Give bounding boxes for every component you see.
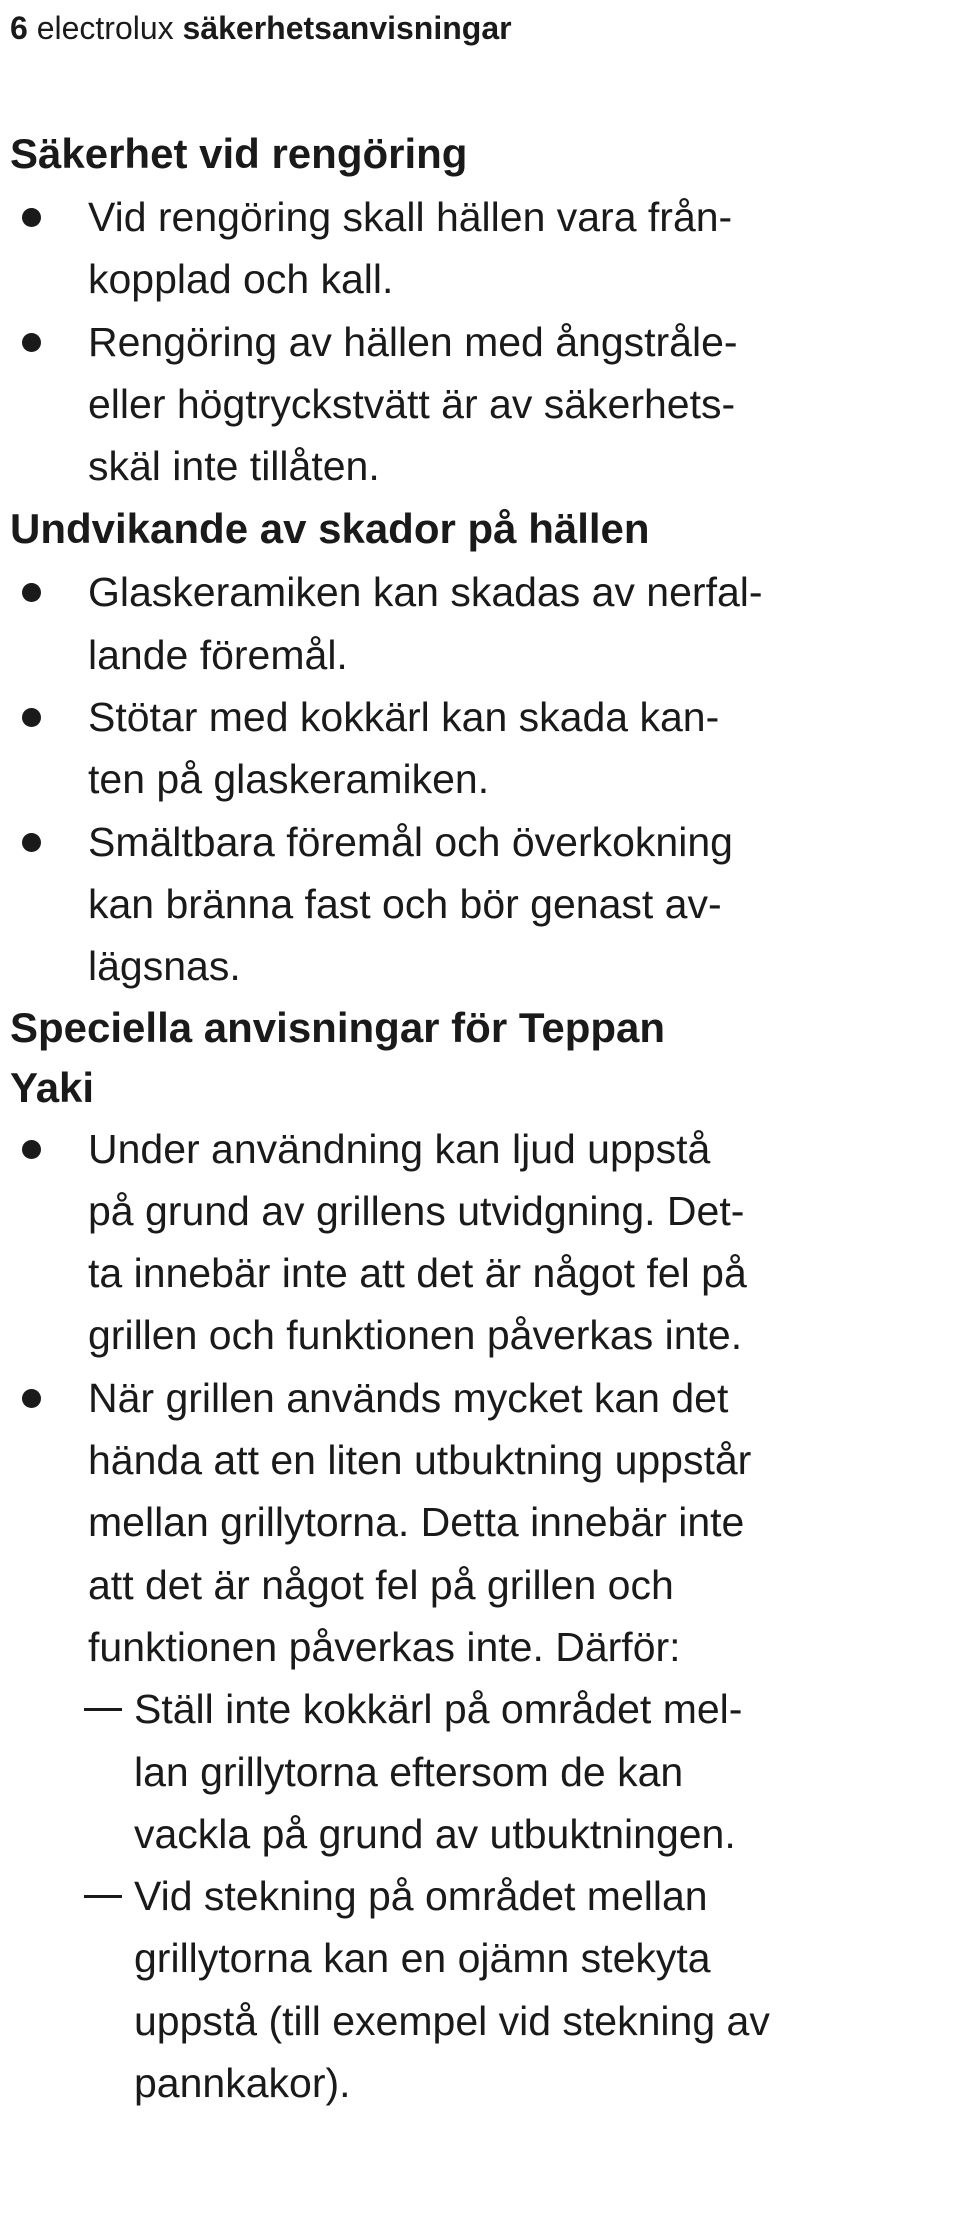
heading-teppan-yaki: Speciella anvisningar för Teppan Yaki (10, 1003, 666, 1111)
page-header (10, 2, 512, 54)
bullet-item (10, 811, 940, 998)
bullet-dot (22, 833, 41, 852)
dash-item (88, 1865, 940, 2114)
bullet-item (10, 311, 940, 498)
bullet-text: Stötar med kokkärl kan skada kan- ten på glaskeramiken. (88, 694, 720, 803)
bullet-item (10, 561, 940, 686)
bullet-dot (22, 583, 41, 602)
dash-list (88, 1678, 940, 2114)
page-content (10, 122, 940, 2114)
bullet-dot (22, 208, 41, 227)
heading-damage-prevention: Undvikande av skador på hällen (10, 505, 650, 553)
bullet-dot (22, 1140, 41, 1159)
section-title: säkerhetsanvisningar (182, 10, 512, 46)
bullet-item (10, 686, 940, 811)
bullet-text: Rengöring av hällen med ångstråle- eller högtryckstvätt är av säkerhets- skäl inte tillåten. (88, 318, 738, 490)
bullet-dot (22, 708, 41, 727)
brand-name: electrolux (36, 10, 174, 46)
dash-text: Vid stekning på området mellan grillytorna kan en ojämn stekyta uppstå (till exempel vid stekning av pannkakor). (134, 1873, 770, 2107)
page-number: 6 (10, 10, 28, 46)
bullet-text: När grillen används mycket kan det hända att en liten utbuktning uppstår mellan grillytorna. Detta innebär inte att det är något fel på grillen och funktionen påverkas inte. Därför: (88, 1374, 752, 1670)
bullet-text: Vid rengöring skall hällen vara från- kopplad och kall. (88, 194, 733, 303)
bullet-item (10, 186, 940, 311)
bullet-list-teppan (10, 1118, 940, 2115)
dash-mark (84, 1708, 122, 1711)
bullet-list-damage (10, 561, 940, 997)
heading-cleaning-safety: Säkerhet vid rengöring (10, 130, 468, 177)
dash-item (88, 1678, 940, 1865)
bullet-item (10, 1367, 940, 2115)
bullet-list-cleaning (10, 186, 940, 497)
bullet-dot (22, 333, 41, 352)
bullet-item (10, 1118, 940, 1367)
bullet-dot (22, 1389, 41, 1408)
bullet-text: Glaskeramiken kan skadas av nerfal- lande föremål. (88, 569, 763, 678)
bullet-text: Under användning kan ljud uppstå på grund av grillens utvidgning. Det- ta innebär inte att det är något fel på grillen och funktionen påverkas inte. (88, 1125, 747, 1359)
bullet-text: Smältbara föremål och överkokning kan bränna fast och bör genast av- lägsnas. (88, 818, 733, 990)
dash-mark (84, 1895, 122, 1898)
dash-text: Ställ inte kokkärl på området mel- lan grillytorna eftersom de kan vackla på grund av utbuktningen. (134, 1686, 743, 1857)
